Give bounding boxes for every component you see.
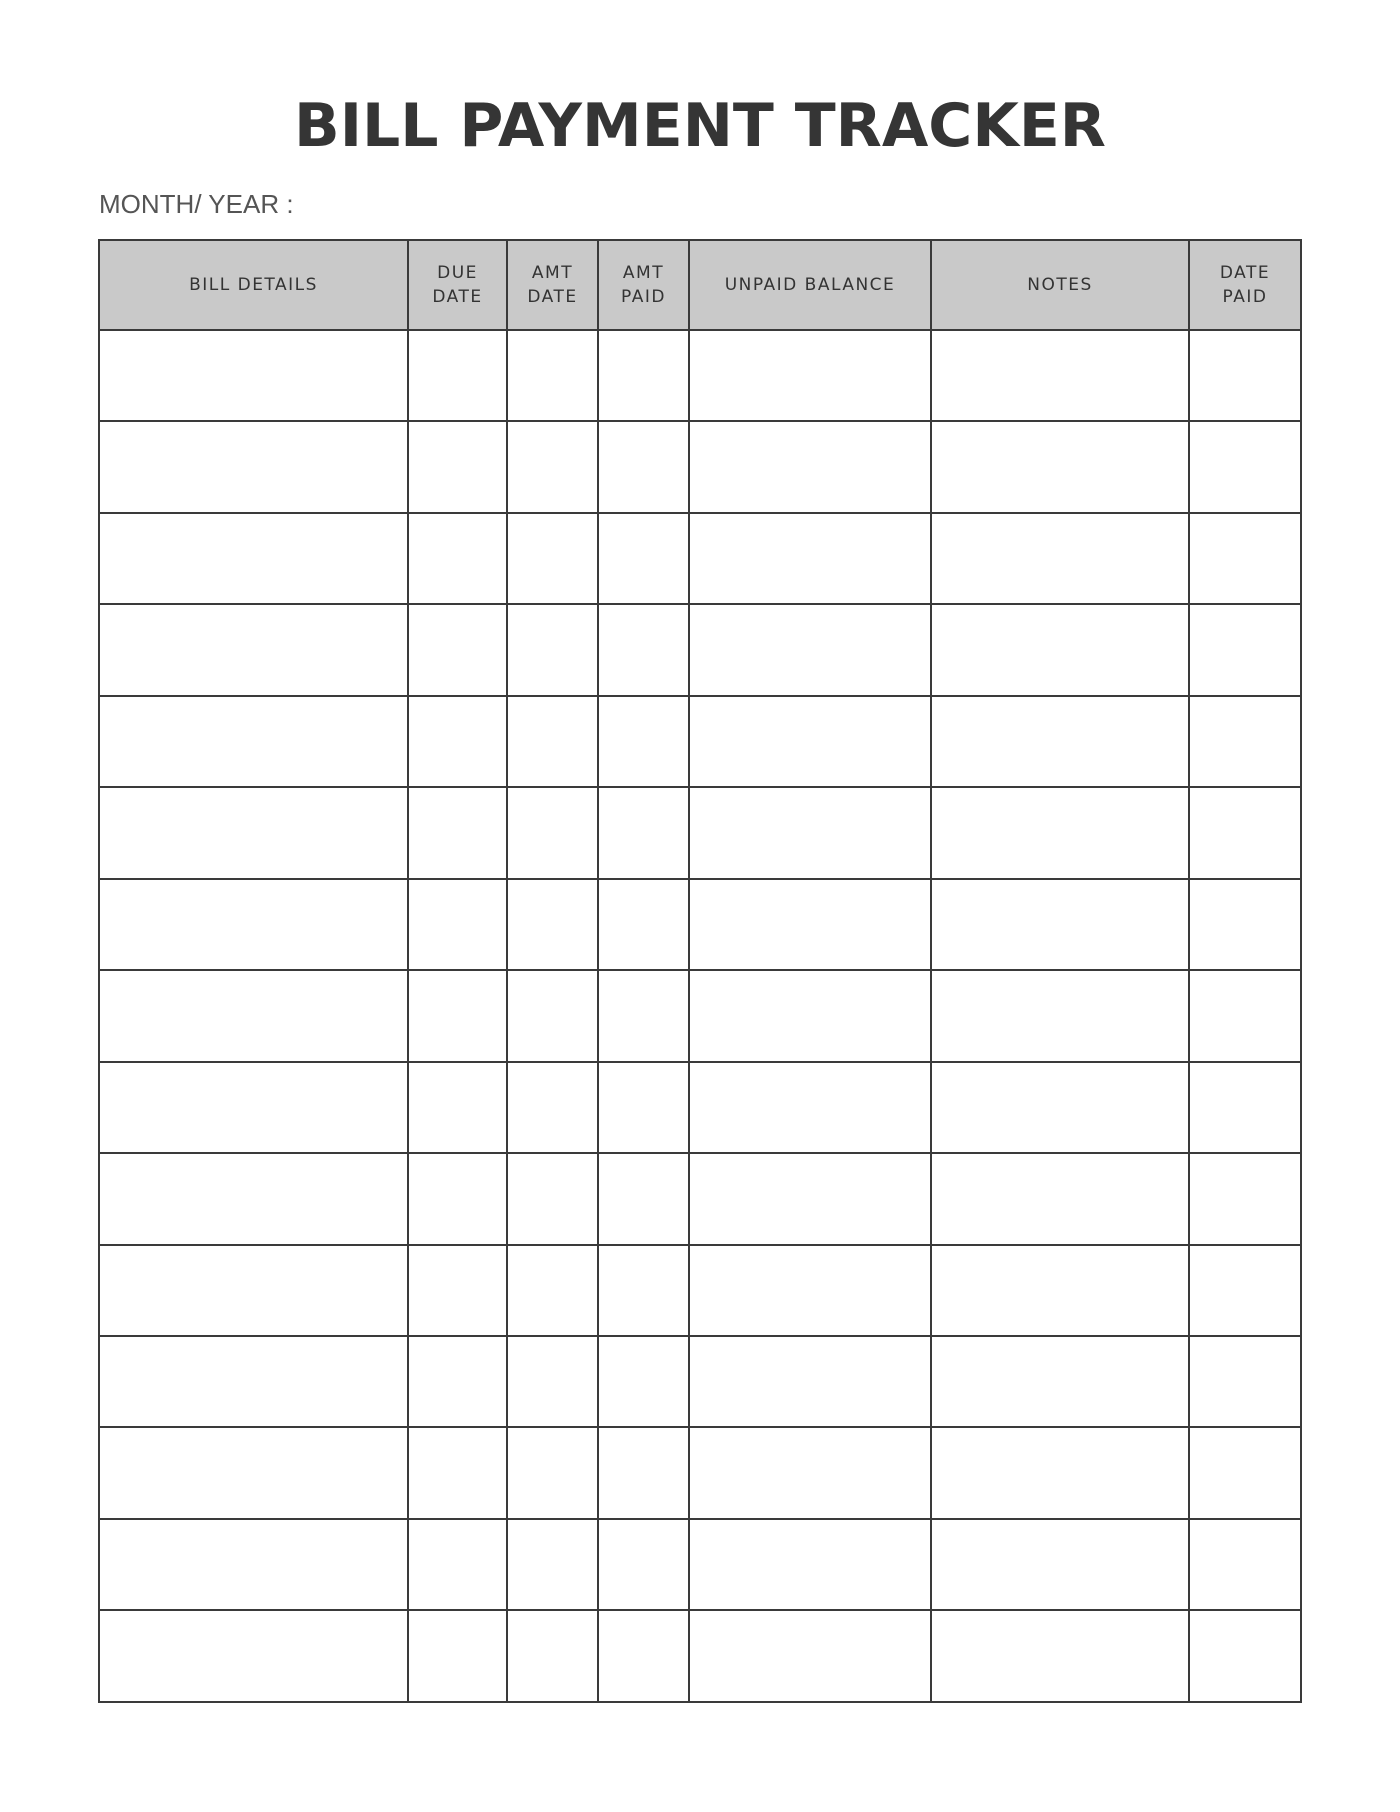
amt-paid-cell[interactable] [598,1519,689,1610]
date-paid-cell[interactable] [1189,330,1301,421]
amt-date-cell[interactable] [507,1153,598,1244]
notes-cell[interactable] [931,604,1189,695]
bill-details-cell[interactable] [99,513,408,604]
bill-tracker-table [98,239,1302,1703]
date-paid-cell[interactable] [1189,1519,1301,1610]
header-row [99,240,1301,330]
page-title: BILL PAYMENT TRACKER [293,91,1107,161]
due-date-cell[interactable] [408,330,507,421]
amt-date-cell[interactable] [507,330,598,421]
due-date-cell[interactable] [408,1153,507,1244]
amt-date-cell[interactable] [507,513,598,604]
unpaid-balance-cell[interactable] [689,513,931,604]
table-body [99,330,1301,1702]
bill-details-cell[interactable] [99,1245,408,1336]
amt-paid-cell[interactable] [598,1245,689,1336]
table-row [99,421,1301,512]
amt-date-cell[interactable] [507,1336,598,1427]
notes-cell[interactable] [931,1336,1189,1427]
due-date-cell[interactable] [408,1519,507,1610]
date-paid-cell[interactable] [1189,696,1301,787]
unpaid-balance-cell[interactable] [689,1245,931,1336]
date-paid-cell[interactable] [1189,1153,1301,1244]
bill-details-cell[interactable] [99,970,408,1061]
amt-date-cell[interactable] [507,604,598,695]
amt-date-cell[interactable] [507,1245,598,1336]
amt-date-cell[interactable] [507,787,598,878]
header-amt-date: AMT DATE [507,240,598,330]
date-paid-cell[interactable] [1189,1062,1301,1153]
table-row [99,1427,1301,1518]
unpaid-balance-cell[interactable] [689,1427,931,1518]
amt-paid-cell[interactable] [598,879,689,970]
notes-cell[interactable] [931,1519,1189,1610]
due-date-cell[interactable] [408,1610,507,1702]
notes-cell[interactable] [931,696,1189,787]
table-row [99,604,1301,695]
amt-paid-cell[interactable] [598,1153,689,1244]
bill-details-cell[interactable] [99,696,408,787]
notes-cell[interactable] [931,879,1189,970]
table-row [99,1245,1301,1336]
amt-paid-cell[interactable] [598,787,689,878]
due-date-cell[interactable] [408,513,507,604]
notes-cell[interactable] [931,787,1189,878]
amt-date-cell[interactable] [507,1519,598,1610]
notes-cell[interactable] [931,1610,1189,1702]
unpaid-balance-cell[interactable] [689,1062,931,1153]
amt-paid-cell[interactable] [598,330,689,421]
amt-date-cell[interactable] [507,879,598,970]
bill-details-cell[interactable] [99,330,408,421]
amt-paid-cell[interactable] [598,421,689,512]
due-date-cell[interactable] [408,696,507,787]
amt-date-cell[interactable] [507,696,598,787]
header-date-paid: DATE PAID [1189,240,1301,330]
notes-cell[interactable] [931,1245,1189,1336]
unpaid-balance-cell[interactable] [689,604,931,695]
amt-date-cell[interactable] [507,1610,598,1702]
notes-cell[interactable] [931,513,1189,604]
table-row [99,1153,1301,1244]
unpaid-balance-cell[interactable] [689,1519,931,1610]
date-paid-cell[interactable] [1189,421,1301,512]
amt-date-cell[interactable] [507,970,598,1061]
unpaid-balance-cell[interactable] [689,970,931,1061]
table-row [99,879,1301,970]
notes-cell[interactable] [931,1062,1189,1153]
due-date-cell[interactable] [408,879,507,970]
header-due-date: DUE DATE [408,240,507,330]
due-date-cell[interactable] [408,1062,507,1153]
amt-paid-cell[interactable] [598,1336,689,1427]
date-paid-cell[interactable] [1189,604,1301,695]
due-date-cell[interactable] [408,1427,507,1518]
notes-cell[interactable] [931,421,1189,512]
amt-paid-cell[interactable] [598,1427,689,1518]
table-row [99,1336,1301,1427]
notes-cell[interactable] [931,970,1189,1061]
bill-details-cell[interactable] [99,1519,408,1610]
table-row [99,1062,1301,1153]
table-row [99,330,1301,421]
month-year-label: MONTH/ YEAR : [99,189,294,219]
date-paid-cell[interactable] [1189,970,1301,1061]
amt-date-cell[interactable] [507,421,598,512]
due-date-cell[interactable] [408,787,507,878]
unpaid-balance-cell[interactable] [689,879,931,970]
notes-cell[interactable] [931,1427,1189,1518]
date-paid-cell[interactable] [1189,879,1301,970]
date-paid-cell[interactable] [1189,1427,1301,1518]
bill-details-cell[interactable] [99,879,408,970]
amt-paid-cell[interactable] [598,513,689,604]
table-row [99,513,1301,604]
date-paid-cell[interactable] [1189,787,1301,878]
bill-details-cell[interactable] [99,1610,408,1702]
bill-details-cell[interactable] [99,421,408,512]
amt-paid-cell[interactable] [598,1062,689,1153]
table-row [99,970,1301,1061]
bill-details-cell[interactable] [99,1153,408,1244]
bill-details-cell[interactable] [99,1427,408,1518]
amt-paid-cell[interactable] [598,1610,689,1702]
date-paid-cell[interactable] [1189,1336,1301,1427]
unpaid-balance-cell[interactable] [689,787,931,878]
header-bill-details: BILL DETAILS [99,240,408,330]
table-row [99,787,1301,878]
date-paid-cell[interactable] [1189,513,1301,604]
amt-date-cell[interactable] [507,1427,598,1518]
unpaid-balance-cell[interactable] [689,1336,931,1427]
bill-details-cell[interactable] [99,1062,408,1153]
unpaid-balance-cell[interactable] [689,421,931,512]
amt-date-cell[interactable] [507,1062,598,1153]
header-amt-paid: AMT PAID [598,240,689,330]
due-date-cell[interactable] [408,1245,507,1336]
due-date-cell[interactable] [408,970,507,1061]
due-date-cell[interactable] [408,421,507,512]
notes-cell[interactable] [931,1153,1189,1244]
unpaid-balance-cell[interactable] [689,696,931,787]
due-date-cell[interactable] [408,1336,507,1427]
amt-paid-cell[interactable] [598,604,689,695]
table-row [99,1610,1301,1702]
bill-details-cell[interactable] [99,604,408,695]
unpaid-balance-cell[interactable] [689,330,931,421]
due-date-cell[interactable] [408,604,507,695]
notes-cell[interactable] [931,330,1189,421]
bill-details-cell[interactable] [99,787,408,878]
unpaid-balance-cell[interactable] [689,1153,931,1244]
unpaid-balance-cell[interactable] [689,1610,931,1702]
amt-paid-cell[interactable] [598,696,689,787]
date-paid-cell[interactable] [1189,1245,1301,1336]
header-unpaid-balance: UNPAID BALANCE [689,240,931,330]
bill-details-cell[interactable] [99,1336,408,1427]
table-row [99,1519,1301,1610]
amt-paid-cell[interactable] [598,970,689,1061]
header-notes: NOTES [931,240,1189,330]
table-row [99,696,1301,787]
date-paid-cell[interactable] [1189,1610,1301,1702]
